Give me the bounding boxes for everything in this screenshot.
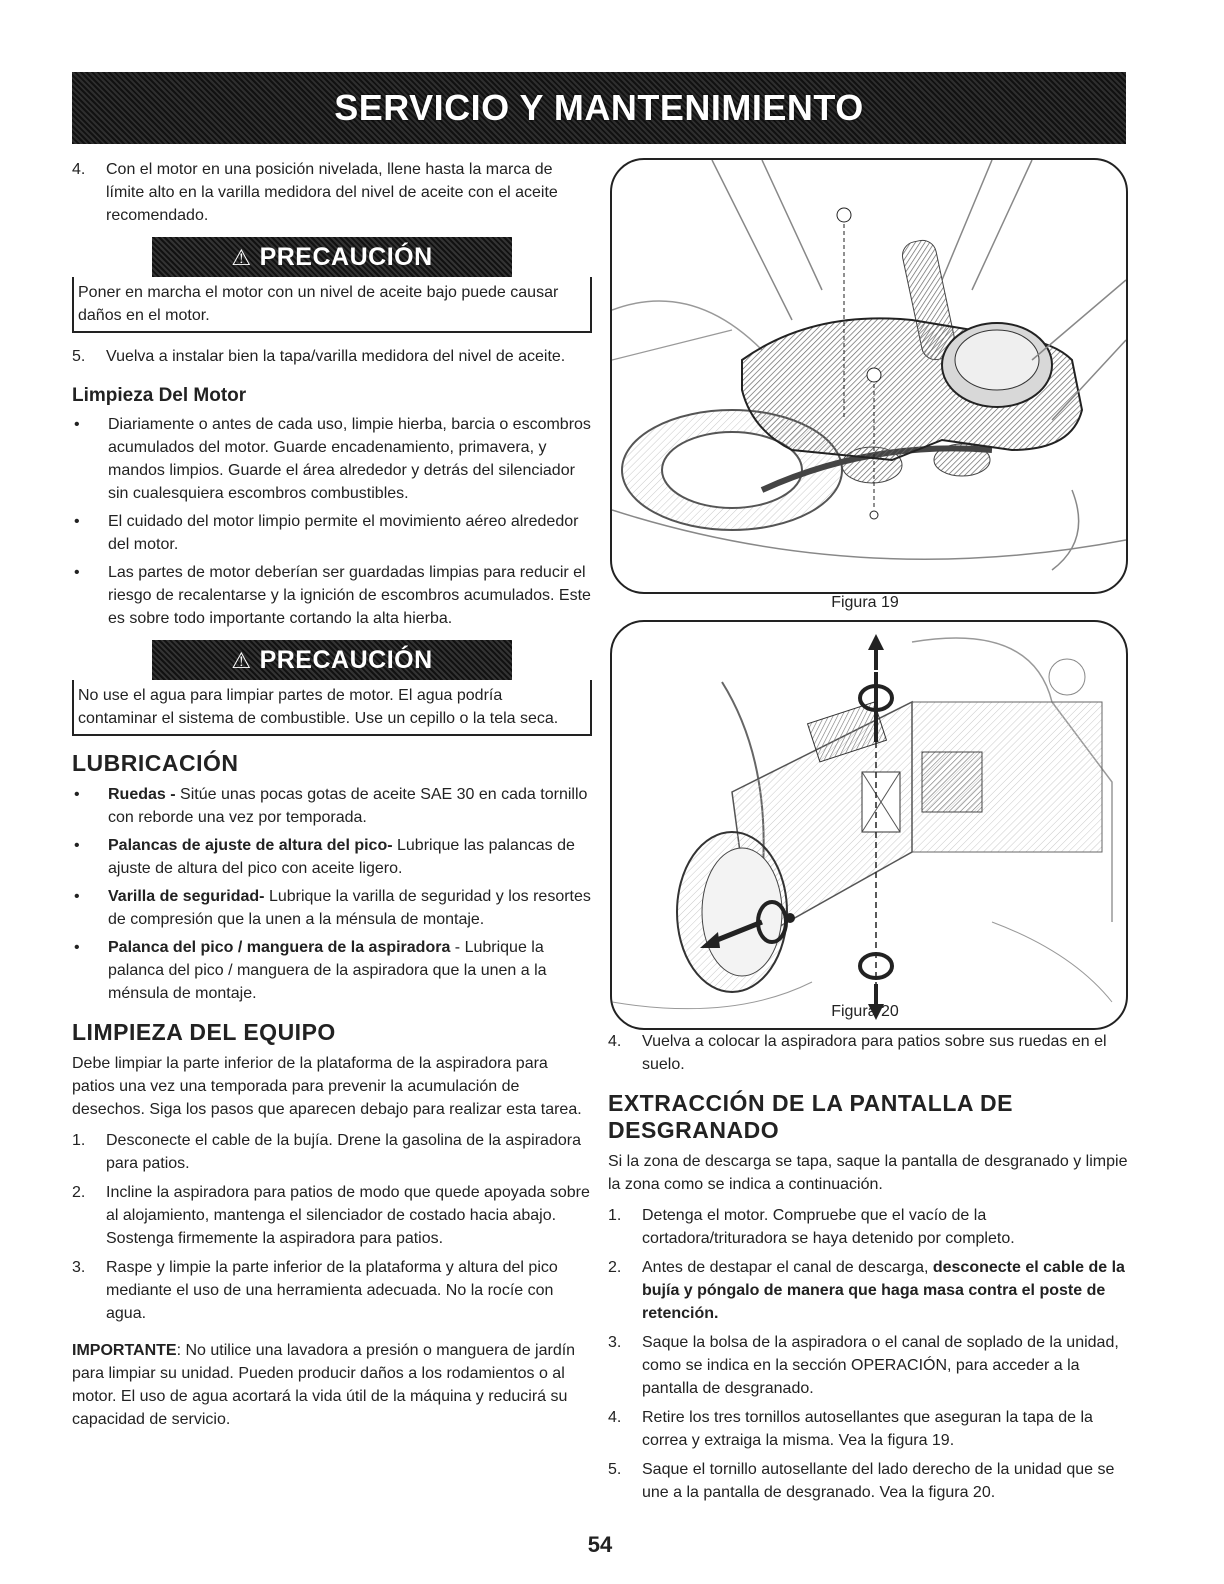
step-text: Incline la aspiradora para patios de modo que quede apoyada sobre al alojamiento, mantenga el silenciador de costado hacia abajo. Sostenga firmemente la aspiradora para patios. (106, 1184, 590, 1247)
list-item (608, 1331, 1128, 1400)
step-bold-text: desconecte el cable de la bujía y póngalo de manera que haga masa contra el poste de retención. (642, 1259, 1125, 1322)
step-text: Detenga el motor. Compruebe que el vacío de la cortadora/trituradora se haya detenido por completo. (642, 1207, 1015, 1247)
item-label: Palanca del pico / manguera de la aspiradora (108, 939, 451, 956)
list-item (72, 1129, 592, 1175)
step-number: 1. (72, 1132, 86, 1149)
caution-text-box (72, 277, 592, 333)
bullet-icon: • (74, 888, 80, 905)
item-label: Varilla de seguridad- (108, 888, 265, 905)
step-text: Vuelva a colocar la aspiradora para patios sobre sus ruedas en el suelo. (642, 1033, 1107, 1073)
list-item (608, 1030, 1128, 1076)
step-text: Vuelva a instalar bien la tapa/varilla medidora del nivel de aceite. (106, 348, 566, 365)
item-label: Ruedas - (108, 786, 176, 803)
list-item (72, 783, 592, 829)
list-item (72, 834, 592, 880)
caution-text: Poner en marcha el motor con un nivel de aceite bajo puede causar daños en el motor. (78, 284, 559, 324)
page-number: 54 (587, 1532, 613, 1557)
important-note (72, 1339, 592, 1431)
step-number: 2. (72, 1184, 86, 1201)
caution-box (72, 237, 592, 333)
screw-removal-illustration (612, 622, 1126, 1028)
bullet-icon: • (74, 416, 80, 433)
list-item (72, 510, 592, 556)
step-text: Con el motor en una posición nivelada, llene hasta la marca de límite alto en la varilla medidora del nivel de aceite con el aceite recomendado. (106, 161, 558, 224)
important-text: : No utilice una lavadora a presión o manguera de jardín para limpiar su unidad. Pueden producir daños a los rodamientos o al motor. El uso de agua acortará la vida útil de la máquina y reducirá su capacidad de servicio. (72, 1342, 576, 1428)
list-item (72, 345, 592, 368)
paragraph: Debe limpiar la parte inferior de la plataforma de la aspiradora para patios una vez una temporada para prevenir la acumulación de desechos. Siga los pasos que aparecen debajo para realizar esta tarea. (72, 1055, 582, 1118)
bullet-text: Diariamente o antes de cada uso, limpie hierba, barcia o escombros acumulados del motor. Guarde encadenamiento, primavera, y mandos limpios. Guarde el área alrededor y detrás del silenciador sin cualesquiera escombros combustibles. (108, 416, 591, 502)
list-item (72, 561, 592, 630)
figure-19 (610, 158, 1128, 594)
bullet-text: El cuidado del motor limpio permite el movimiento aéreo alrededor del motor. (108, 513, 579, 553)
warning-icon: ⚠ (231, 244, 252, 270)
step-number: 4. (608, 1409, 622, 1426)
paragraph: Si la zona de descarga se tapa, saque la pantalla de desgranado y limpie la zona como se indica a continuación. (608, 1153, 1128, 1193)
step-text: Antes de destapar el canal de descarga, (642, 1259, 933, 1276)
caution-text: No use el agua para limpiar partes de motor. El agua podría contaminar el sistema de combustible. Use un cepillo o la tela seca. (78, 687, 559, 727)
list-item (72, 1181, 592, 1250)
item-text: - Lubrique la palanca del pico / manguera de la aspiradora que la unen a la ménsula de montaje. (108, 939, 547, 1002)
page-title: SERVICIO Y MANTENIMIENTO (334, 87, 864, 128)
caution-text-box (72, 680, 592, 736)
step-number: 4. (608, 1033, 622, 1050)
step-text: Raspe y limpie la parte inferior de la plataforma y altura del pico mediante el uso de una herramienta adecuada. No la rocíe con agua. (106, 1259, 558, 1322)
right-column (608, 1030, 1128, 1510)
list-item (608, 1458, 1128, 1504)
step-text: Desconecte el cable de la bujía. Drene la gasolina de la aspiradora para patios. (106, 1132, 581, 1172)
bullet-icon: • (74, 786, 80, 803)
figure-20 (610, 620, 1128, 1030)
step-text: Saque la bolsa de la aspiradora o el canal de soplado de la unidad, como se indica en la sección OPERACIÓN, para acceder a la pantalla de desgranado. (642, 1334, 1119, 1397)
lubrication-heading: LUBRICACIÓN (72, 750, 239, 776)
engine-cleaning-heading: Limpieza Del Motor (72, 385, 247, 406)
list-item (608, 1204, 1128, 1250)
caution-label: PRECAUCIÓN (259, 645, 433, 674)
step-text: Retire los tres tornillos autosellantes que aseguran la tapa de la correa y extraiga la misma. Vea la figura 19. (642, 1409, 1093, 1449)
item-text: Lubrique la varilla de seguridad y los resortes de compresión que la unen a la ménsula de montaje. (108, 888, 591, 928)
figure-20-caption: Figura 20 (831, 1003, 899, 1020)
step-number: 3. (608, 1334, 622, 1351)
list-item (72, 158, 592, 227)
item-label: Palancas de ajuste de altura del pico- (108, 837, 393, 854)
belt-cover-illustration (612, 160, 1126, 592)
figure-19-caption: Figura 19 (831, 594, 899, 611)
bullet-icon: • (74, 939, 80, 956)
bullet-text: Las partes de motor deberían ser guardadas limpias para reducir el riesgo de recalentarse y la ignición de escombros acumulados. Este es sobre todo importante cortando la alta hierba. (108, 564, 591, 627)
bullet-icon: • (74, 513, 80, 530)
caution-header (152, 640, 512, 680)
step-number: 4. (72, 161, 86, 178)
step-number: 5. (72, 348, 86, 365)
left-column (72, 158, 592, 1439)
item-text: Sitúe unas pocas gotas de aceite SAE 30 en cada tornillo con reborde una vez por temporada. (108, 786, 588, 826)
section-banner (72, 72, 1126, 144)
step-number: 2. (608, 1259, 622, 1276)
step-number: 5. (608, 1461, 622, 1478)
important-label: IMPORTANTE (72, 1342, 177, 1359)
screen-removal-heading: EXTRACCIÓN DE LA PANTALLA DE DESGRANADO (608, 1090, 1013, 1143)
caution-box (72, 640, 592, 736)
list-item (72, 936, 592, 1005)
equipment-cleaning-heading: LIMPIEZA DEL EQUIPO (72, 1019, 336, 1045)
caution-header (152, 237, 512, 277)
item-text: Lubrique las palancas de ajuste de altura del pico con aceite ligero. (108, 837, 575, 877)
caution-label: PRECAUCIÓN (259, 242, 433, 271)
list-item (72, 1256, 592, 1325)
list-item (608, 1406, 1128, 1452)
list-item (72, 413, 592, 505)
step-text: Saque el tornillo autosellante del lado derecho de la unidad que se une a la pantalla de desgranado. Vea la figura 20. (642, 1461, 1115, 1501)
list-item (72, 885, 592, 931)
step-number: 3. (72, 1259, 86, 1276)
bullet-icon: • (74, 564, 80, 581)
warning-icon: ⚠ (231, 647, 252, 673)
bullet-icon: • (74, 837, 80, 854)
list-item (608, 1256, 1128, 1325)
step-number: 1. (608, 1207, 622, 1224)
